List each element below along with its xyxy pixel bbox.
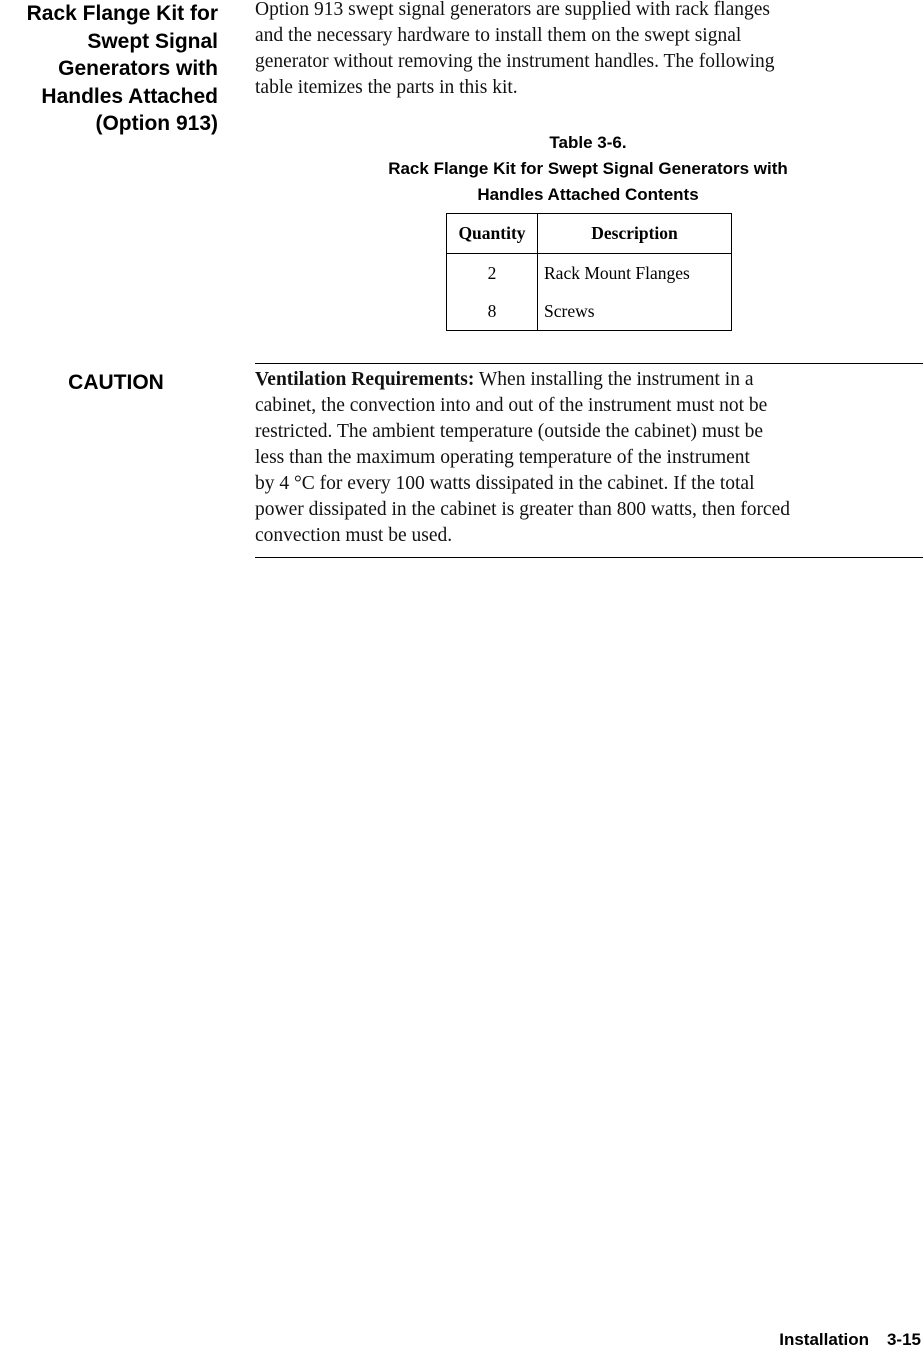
table-caption: [300, 130, 876, 208]
section-heading-line: Generators with: [58, 57, 218, 80]
cell-description: Rack Mount Flanges: [538, 254, 732, 293]
caution-line: less than the maximum operating temperature of the instrument: [255, 447, 750, 468]
caution-line: cabinet, the convection into and out of the instrument must not be: [255, 395, 768, 416]
parts-table: [446, 213, 732, 331]
caution-lead: Ventilation Requirements:: [255, 369, 475, 390]
caution-line: restricted. The ambient temperature (outside the cabinet) must be: [255, 421, 764, 442]
table-caption-line: Handles Attached Contents: [477, 185, 699, 204]
cell-quantity: 2: [447, 254, 538, 293]
caution-bottom-rule: [255, 557, 923, 558]
footer-chapter: Installation: [779, 1330, 869, 1349]
cell-quantity: 8: [447, 292, 538, 331]
section-heading-line: (Option 913): [95, 112, 218, 135]
table-caption-line: Rack Flange Kit for Swept Signal Generators with: [388, 159, 788, 178]
caution-first-line-rest: When installing the instrument in a: [474, 369, 754, 390]
caution-line: convection must be used.: [255, 525, 453, 546]
table-caption-line: Table 3-6.: [549, 133, 627, 152]
table-header-row: [447, 214, 732, 254]
intro-line: and the necessary hardware to install them on the swept signal: [255, 25, 742, 46]
intro-paragraph: [255, 0, 915, 101]
column-header-description: Description: [538, 214, 732, 254]
section-heading-line: Rack Flange Kit for: [26, 2, 218, 25]
section-heading: [0, 0, 218, 138]
caution-line: by 4 °C for every 100 watts dissipated in the cabinet. If the total: [255, 473, 755, 494]
intro-line: generator without removing the instrument handles. The following: [255, 51, 775, 72]
table-row: [447, 292, 732, 331]
intro-line: table itemizes the parts in this kit.: [255, 77, 518, 98]
caution-first-line: [255, 367, 923, 393]
page-footer: [779, 1330, 921, 1350]
section-heading-line: Swept Signal: [87, 29, 218, 53]
caution-top-rule: [255, 363, 923, 364]
cell-description: Screws: [538, 292, 732, 331]
caution-line: power dissipated in the cabinet is greater than 800 watts, then forced: [255, 499, 790, 520]
caution-label: CAUTION: [68, 371, 164, 394]
intro-line: Option 913 swept signal generators are supplied with rack flanges: [255, 0, 770, 20]
footer-page-number: 3-15: [886, 1330, 921, 1349]
caution-body: [255, 367, 923, 549]
column-header-quantity: Quantity: [447, 214, 538, 254]
section-heading-line: Handles Attached: [41, 84, 218, 108]
table-row: [447, 254, 732, 293]
